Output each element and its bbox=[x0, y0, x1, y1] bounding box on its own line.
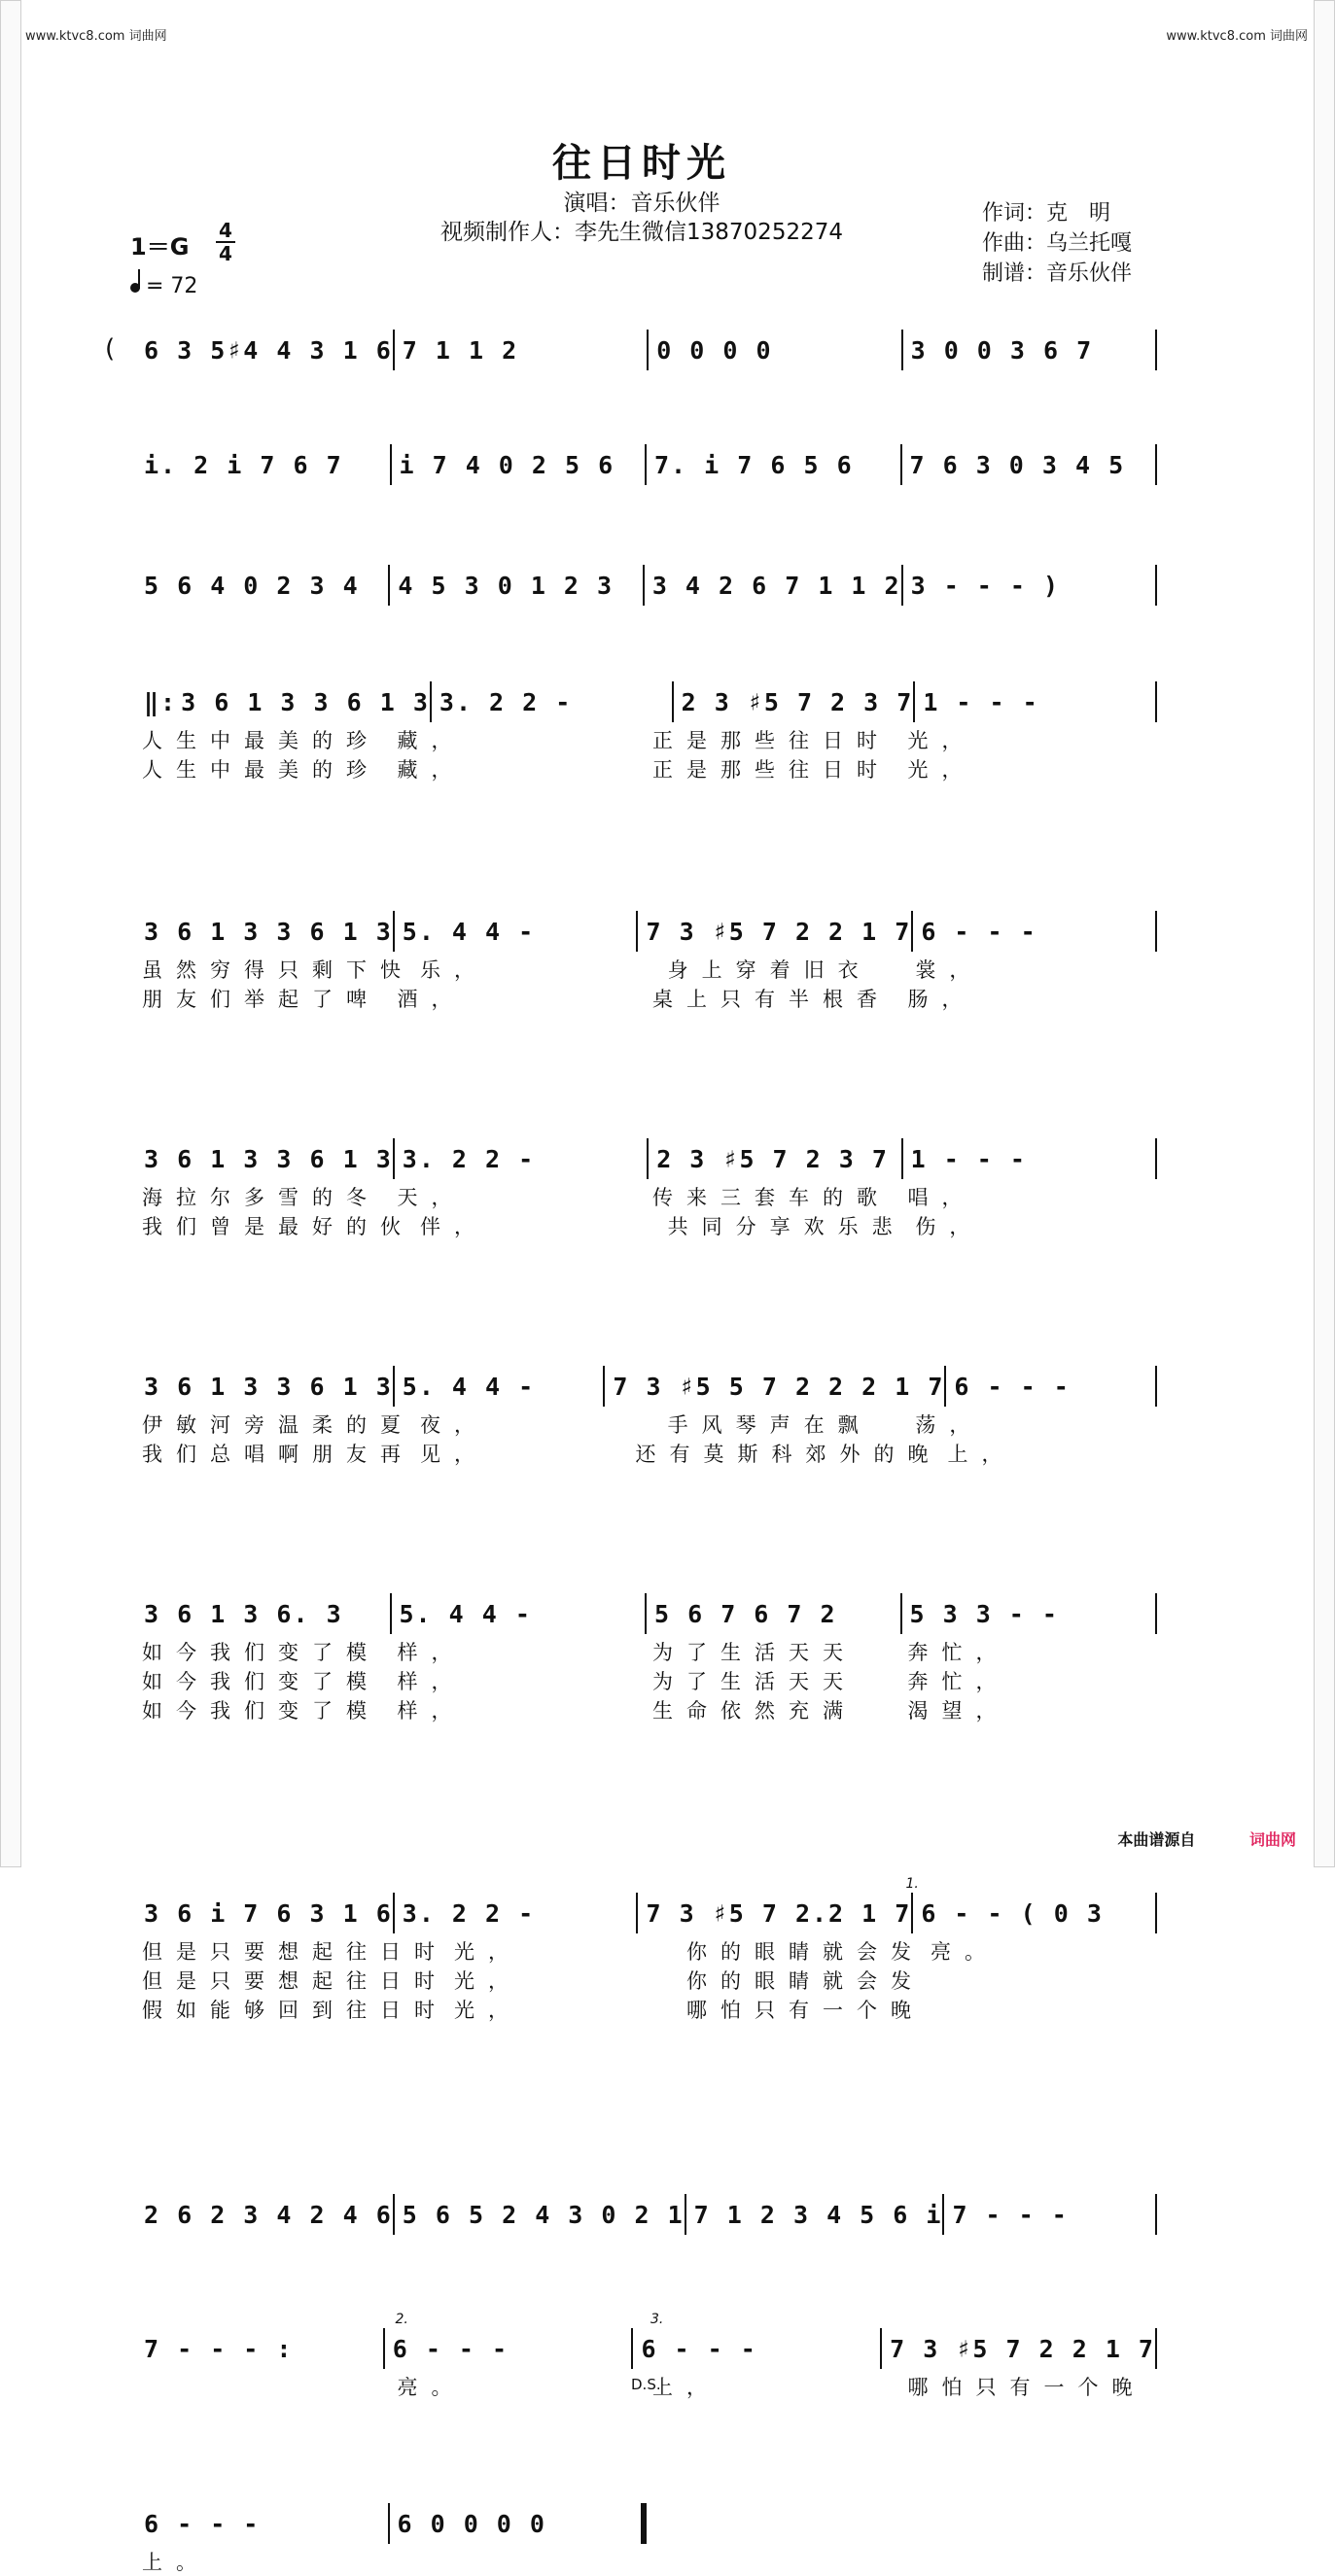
lyric-line bbox=[136, 754, 1157, 783]
lyric-segment: 天， bbox=[397, 1186, 466, 1209]
measure-notes: 3 6 1 3 3 6 1 3 bbox=[181, 687, 430, 716]
time-numerator: 4 bbox=[216, 220, 235, 243]
measure-notes: 3. 2 2 - bbox=[402, 1144, 536, 1173]
lyric-segment: 裳， bbox=[915, 958, 984, 982]
measure bbox=[638, 911, 913, 952]
measure bbox=[395, 1366, 606, 1407]
measure bbox=[136, 1366, 395, 1407]
measure-notes: 7 3 ♯5 5 7 2 2 2 1 7 bbox=[613, 1372, 945, 1401]
measure bbox=[902, 1593, 1158, 1634]
measure-notes: 7 - - - bbox=[952, 2200, 1069, 2229]
measure bbox=[946, 1366, 1157, 1407]
volta-ending-3: 3. bbox=[650, 2312, 664, 2327]
intro-paren: ( bbox=[105, 334, 116, 364]
score-system bbox=[136, 1363, 1157, 1468]
lyric-segment: 样， bbox=[397, 1670, 466, 1693]
measure bbox=[903, 1138, 1157, 1179]
score-system bbox=[136, 1876, 1157, 2024]
measure-notes: 3 4 2 6 7 1 1 2 bbox=[651, 571, 901, 600]
lyric-line bbox=[136, 1182, 1157, 1211]
measure-notes: 4 5 3 0 1 2 3 bbox=[398, 571, 615, 600]
measure bbox=[136, 681, 432, 722]
notes-row bbox=[136, 441, 1157, 488]
measure-notes: 6 - - ( 0 3 bbox=[921, 1898, 1104, 1928]
notes-row bbox=[136, 1135, 1157, 1182]
measure-notes: 3 6 i 7 6 3 1 6 bbox=[144, 1898, 393, 1928]
lyric-line bbox=[136, 1936, 1157, 1966]
lyric-segment: 人生中最美的珍 bbox=[142, 729, 380, 752]
lyric-segment: 伊敏河旁温柔的夏 bbox=[142, 1413, 414, 1437]
measure bbox=[136, 2328, 385, 2369]
measure bbox=[390, 565, 644, 606]
measure bbox=[432, 681, 674, 722]
measure-notes: 6 - - - bbox=[392, 2334, 509, 2363]
measure bbox=[395, 1893, 639, 1933]
measure bbox=[645, 565, 903, 606]
lyric-line bbox=[136, 1410, 1157, 1439]
measure-notes: 6 - - - bbox=[144, 2509, 261, 2538]
measure bbox=[649, 330, 902, 370]
measure bbox=[136, 444, 392, 485]
measure-notes: 5. 4 4 - bbox=[399, 1599, 532, 1628]
lyric-segment: 我们曾是最好的伙 bbox=[142, 1215, 414, 1238]
time-denominator: 4 bbox=[219, 242, 232, 265]
measure-notes: 3 0 0 3 6 7 bbox=[910, 335, 1094, 365]
score-system bbox=[136, 1590, 1157, 1724]
lyric-line bbox=[136, 1211, 1157, 1240]
lyric-line bbox=[136, 1995, 1157, 2024]
score-system bbox=[136, 441, 1157, 488]
score-system bbox=[136, 562, 1157, 609]
lyric-segment: 如今我们变了模 bbox=[142, 1699, 380, 1723]
lyric-segment: 如今我们变了模 bbox=[142, 1641, 380, 1664]
notes-row bbox=[136, 1590, 1157, 1637]
notes-row bbox=[105, 327, 1157, 373]
measure-notes: 7 6 3 0 3 4 5 bbox=[909, 450, 1126, 479]
measure-notes: 3 - - - ) bbox=[910, 571, 1061, 600]
lyric-segment: 乐， bbox=[420, 958, 488, 982]
measure-notes: 1 - - - bbox=[910, 1144, 1027, 1173]
lyric-line bbox=[136, 1966, 1157, 1995]
lyric-segment: 但是只要想起往日时 bbox=[142, 1940, 448, 1964]
lyric-segment: 渴望， bbox=[907, 1699, 1010, 1723]
measure-notes: 0 0 0 0 bbox=[656, 335, 773, 365]
measure bbox=[385, 2328, 634, 2369]
lyric-segment: 传来三套车的歌 bbox=[652, 1186, 891, 1209]
measure-notes: 3. 2 2 - bbox=[402, 1898, 536, 1928]
lyric-segment: 桌上只有半根香 bbox=[652, 988, 891, 1011]
notes-row bbox=[136, 562, 1157, 609]
measure bbox=[605, 1366, 946, 1407]
song-title: 往日时光 bbox=[552, 141, 731, 186]
measure-notes: 5 6 7 6 7 2 bbox=[654, 1599, 837, 1628]
quarter-note-icon bbox=[130, 283, 140, 293]
measure bbox=[944, 2194, 1157, 2235]
score-system bbox=[136, 2312, 1157, 2401]
lyric-segment: 亮。 bbox=[397, 2376, 466, 2399]
lyric-segment: 样， bbox=[397, 1641, 466, 1664]
footer-brand: 词曲网 bbox=[1248, 1830, 1296, 1849]
measure-notes: 2 3 ♯5 7 2 3 7 bbox=[656, 1144, 889, 1173]
dal-segno-mark: D.S. bbox=[631, 2376, 661, 2393]
lyric-line bbox=[136, 955, 1157, 984]
lyric-segment: 唱， bbox=[907, 1186, 976, 1209]
lyric-segment: 奔忙， bbox=[907, 1670, 1010, 1693]
measure-notes: 5 6 4 0 2 3 4 bbox=[144, 571, 360, 600]
score-system bbox=[136, 2500, 647, 2576]
notes-row bbox=[136, 2500, 647, 2547]
measure-notes: 3. 2 2 - bbox=[439, 687, 573, 716]
watermark-right: www.ktvc8.com 词曲网 bbox=[1166, 29, 1308, 44]
measure-notes: 6 3 5♯4 4 3 1 6 bbox=[144, 335, 393, 365]
measure bbox=[903, 565, 1157, 606]
lyric-segment: 但是只要想起往日时 bbox=[142, 1969, 448, 1993]
notes-row bbox=[136, 2312, 1157, 2372]
lyric-segment: 哪怕只有一个晚 bbox=[907, 2376, 1146, 2399]
score-system bbox=[136, 2191, 1157, 2238]
volta-ending-2: 2. bbox=[395, 2312, 408, 2327]
lyric-segment: 生命依然充满 bbox=[652, 1699, 857, 1723]
measure-notes: 3 6 1 3 3 6 1 3 bbox=[144, 1144, 393, 1173]
measure bbox=[647, 1593, 902, 1634]
measure-notes: 5. 4 4 - bbox=[402, 917, 536, 946]
repeat-start-sign: ‖: bbox=[144, 687, 178, 716]
composer-credit: 作曲：乌兰托嘎 bbox=[982, 231, 1133, 256]
credits-block bbox=[982, 198, 1132, 289]
measure bbox=[136, 911, 395, 952]
measure bbox=[395, 911, 639, 952]
lyric-segment: 荡， bbox=[915, 1413, 984, 1437]
measure-notes: 3 6 1 3 6. 3 bbox=[144, 1599, 343, 1628]
lyric-line bbox=[136, 1637, 1157, 1666]
measure bbox=[136, 1138, 395, 1179]
measure-notes: 7 3 ♯5 7 2 2 1 7 bbox=[890, 2334, 1155, 2363]
footer-source: 本曲谱源自 bbox=[1117, 1830, 1196, 1849]
lyric-segment: 光， bbox=[907, 729, 976, 752]
measure-notes: i. 2 i 7 6 7 bbox=[144, 450, 343, 479]
measure bbox=[686, 2194, 945, 2235]
measure-notes: 5 3 3 - - bbox=[909, 1599, 1059, 1628]
lyric-segment: 夜， bbox=[420, 1413, 488, 1437]
measure bbox=[913, 1893, 1157, 1933]
lyric-segment: 光， bbox=[454, 1969, 522, 1993]
key-signature: 1＝G bbox=[130, 233, 190, 261]
lyric-segment: 肠， bbox=[907, 988, 976, 1011]
notes-row bbox=[136, 679, 1157, 725]
lyric-segment: 奔忙， bbox=[907, 1641, 1010, 1664]
score-system bbox=[136, 1135, 1157, 1240]
measure bbox=[395, 1138, 649, 1179]
lyric-segment: 为了生活天天 bbox=[652, 1641, 857, 1664]
lyric-segment: 身上穿着旧衣 bbox=[667, 958, 872, 982]
measure-notes: 7 3 ♯5 7 2.2 1 7 bbox=[646, 1898, 912, 1928]
lyric-segment: 人生中最美的珍 bbox=[142, 758, 380, 782]
lyric-segment: 假如能够回到往日时 bbox=[142, 1999, 448, 2022]
lyric-segment: 酒， bbox=[397, 988, 466, 1011]
score-system bbox=[136, 679, 1157, 783]
measure bbox=[136, 1893, 395, 1933]
footer bbox=[1117, 1828, 1296, 1850]
measure-notes: 3 6 1 3 3 6 1 3 bbox=[144, 1372, 393, 1401]
lyric-segment: 海拉尔多雪的冬 bbox=[142, 1186, 380, 1209]
notes-row bbox=[136, 1363, 1157, 1410]
lyric-segment: 正是那些往日时 bbox=[652, 729, 891, 752]
measure bbox=[395, 2194, 686, 2235]
lyric-segment: 上。 bbox=[142, 2551, 210, 2574]
lyric-segment: 伤， bbox=[915, 1215, 984, 1238]
measure-notes: 7 1 2 3 4 5 6 i bbox=[693, 2200, 943, 2229]
lyric-segment: 手风琴声在飘 bbox=[667, 1413, 872, 1437]
left-margin-strip bbox=[0, 0, 21, 1867]
measure bbox=[136, 565, 390, 606]
lyric-segment: 藏， bbox=[397, 729, 466, 752]
measure-notes: 7 3 ♯5 7 2 2 1 7 bbox=[646, 917, 912, 946]
measure-notes: 6 - - - bbox=[954, 1372, 1071, 1401]
measure bbox=[390, 2503, 648, 2544]
lyric-segment: 样， bbox=[397, 1699, 466, 1723]
measure bbox=[136, 2503, 390, 2544]
lyric-segment: 伴， bbox=[420, 1215, 488, 1238]
measure bbox=[674, 681, 916, 722]
lyric-segment: 你的眼睛就会发 bbox=[686, 1940, 925, 1964]
score-system bbox=[105, 327, 1157, 373]
singer-credit: 演唱：音乐伙伴 bbox=[563, 191, 720, 216]
lyric-segment: 正是那些往日时 bbox=[652, 758, 891, 782]
lyric-line bbox=[136, 1439, 1157, 1468]
measure bbox=[392, 1593, 648, 1634]
lyric-segment: 共同分享欢乐悲 bbox=[667, 1215, 906, 1238]
measure-notes: 7 - - - : bbox=[144, 2334, 294, 2363]
tempo-marking bbox=[130, 274, 197, 298]
measure bbox=[647, 444, 902, 485]
measure bbox=[638, 1893, 913, 1933]
lyric-line bbox=[136, 1695, 1157, 1724]
measure bbox=[136, 2194, 395, 2235]
measure-notes: 6 0 0 0 0 bbox=[397, 2509, 546, 2538]
lyric-segment: 还有莫斯科郊外的晚 bbox=[635, 1443, 942, 1466]
measure bbox=[392, 444, 648, 485]
lyric-segment: 见， bbox=[420, 1443, 488, 1466]
measure bbox=[633, 2328, 882, 2369]
lyric-segment: 朋友们举起了啤 bbox=[142, 988, 380, 1011]
transcriber-credit: 制谱：音乐伙伴 bbox=[982, 261, 1133, 286]
lyric-segment: 虽然穷得只剩下快 bbox=[142, 958, 414, 982]
score-system bbox=[136, 908, 1157, 1013]
lyric-line bbox=[136, 2547, 647, 2576]
measure bbox=[903, 330, 1157, 370]
time-signature bbox=[216, 220, 235, 264]
lyric-segment: 藏， bbox=[397, 758, 466, 782]
measure bbox=[136, 1593, 392, 1634]
tempo-value: = 72 bbox=[146, 274, 198, 298]
lyric-segment: 上， bbox=[947, 1443, 1016, 1466]
lyric-segment: 如今我们变了模 bbox=[142, 1670, 380, 1693]
notes-row bbox=[136, 2191, 1157, 2238]
measure-notes: 7 1 1 2 bbox=[402, 335, 519, 365]
measure bbox=[913, 911, 1157, 952]
measure-notes: 2 6 2 3 4 2 4 6 bbox=[144, 2200, 393, 2229]
measure-notes: 7. i 7 6 5 6 bbox=[654, 450, 854, 479]
measure bbox=[882, 2328, 1157, 2369]
lyric-segment: 哪怕只有一个晚 bbox=[686, 1999, 925, 2022]
measure-notes: 5 6 5 2 4 3 0 2 1 bbox=[402, 2200, 685, 2229]
lyric-segment: 光， bbox=[454, 1999, 522, 2022]
lyric-segment: 为了生活天天 bbox=[652, 1670, 857, 1693]
measure-notes: 5. 4 4 - bbox=[402, 1372, 536, 1401]
measure-notes: 2 3 ♯5 7 2 3 7 bbox=[681, 687, 914, 716]
lyric-line bbox=[136, 725, 1157, 754]
lyric-segment: 我们总唱啊朋友再 bbox=[142, 1443, 414, 1466]
watermark-left: www.ktvc8.com 词曲网 bbox=[25, 29, 167, 44]
lyric-segment: 光， bbox=[907, 758, 976, 782]
measure-notes: i 7 4 0 2 5 6 bbox=[399, 450, 615, 479]
measure bbox=[395, 330, 649, 370]
measure-notes: 1 - - - bbox=[923, 687, 1039, 716]
notes-row bbox=[136, 1876, 1157, 1936]
lyric-segment: 光， bbox=[454, 1940, 522, 1964]
lyric-segment: 亮。 bbox=[931, 1940, 999, 1964]
volta-ending-1: 1. bbox=[905, 1876, 919, 1892]
measure-notes: 6 - - - bbox=[921, 917, 1037, 946]
lyric-line bbox=[136, 1666, 1157, 1695]
lyricist-credit: 作词：克 明 bbox=[982, 201, 1111, 226]
lyric-line bbox=[136, 984, 1157, 1013]
notes-row bbox=[136, 908, 1157, 955]
measure-notes: 3 6 1 3 3 6 1 3 bbox=[144, 917, 393, 946]
measure bbox=[902, 444, 1158, 485]
measure-notes: 6 - - - bbox=[641, 2334, 757, 2363]
right-margin-strip bbox=[1314, 0, 1335, 1867]
lyric-segment: 你的眼睛就会发 bbox=[686, 1969, 925, 1993]
measure bbox=[915, 681, 1157, 722]
measure bbox=[136, 330, 395, 370]
producer-credit: 视频制作人：李先生微信13870252274 bbox=[440, 220, 843, 245]
measure bbox=[649, 1138, 902, 1179]
lyric-segment: 上， bbox=[652, 2376, 720, 2399]
